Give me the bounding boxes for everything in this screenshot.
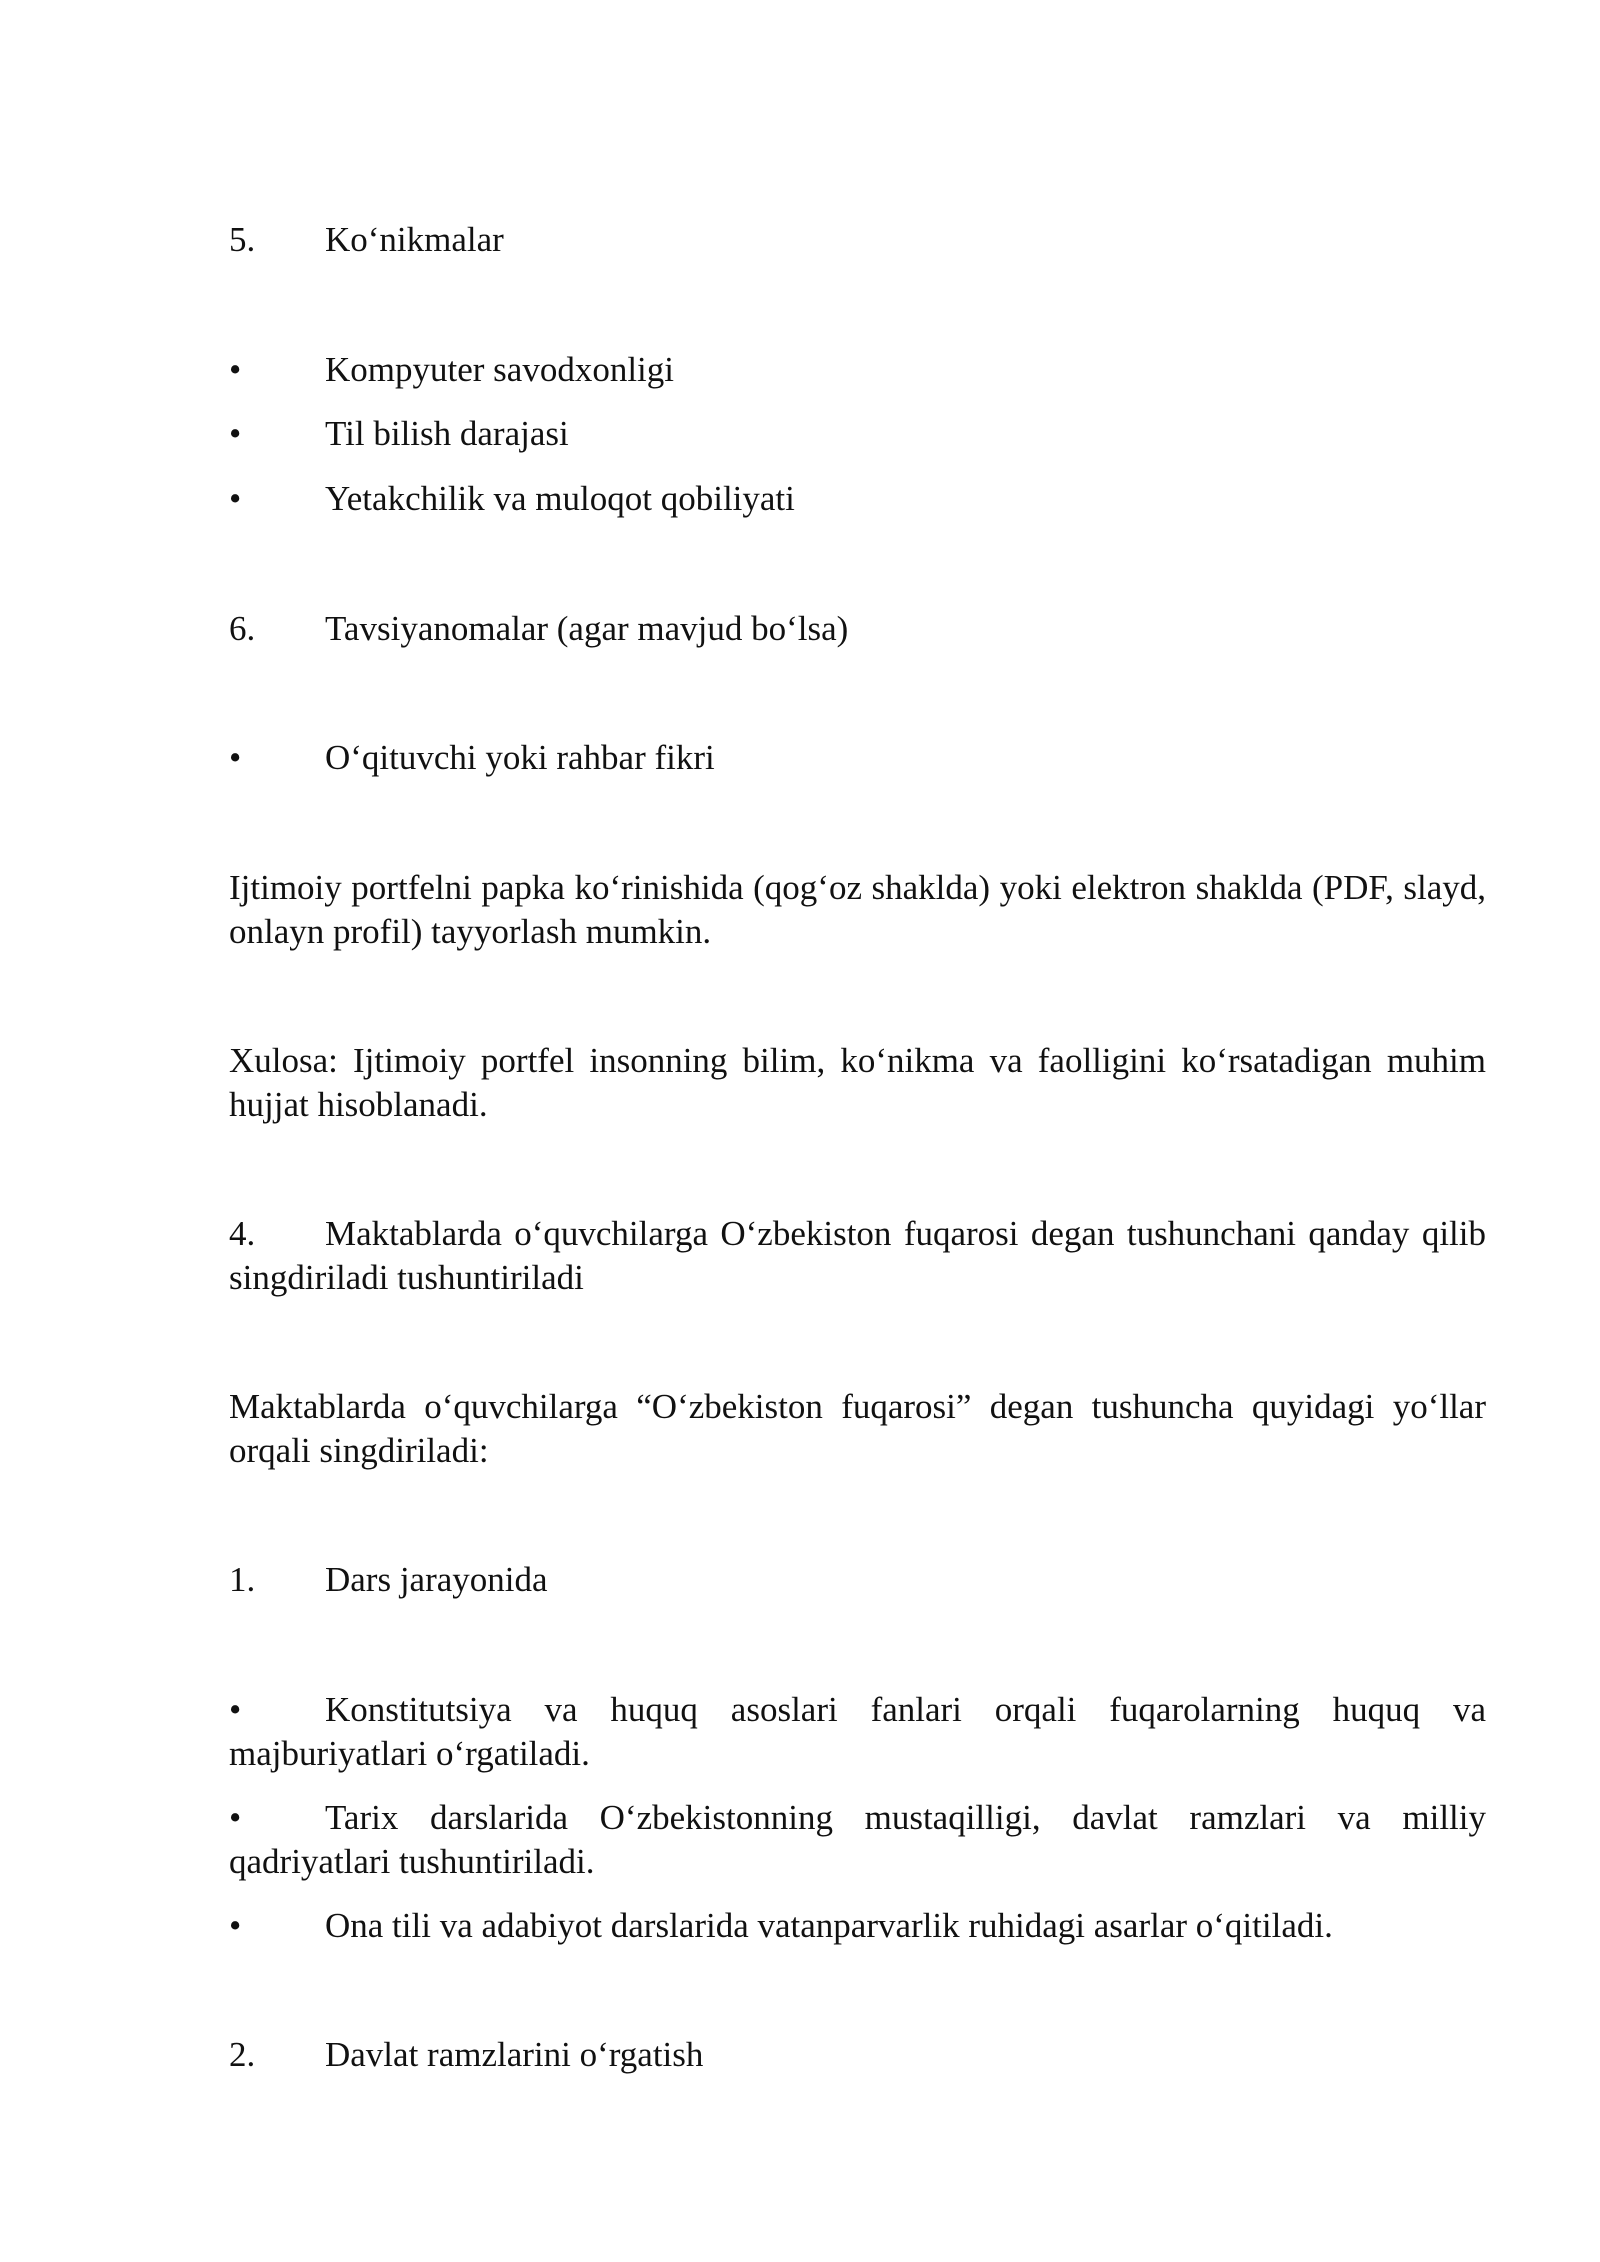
question-4 [229,1212,1486,1300]
list-item-text: Kompyuter savodxonligi [325,350,674,389]
paragraph-portfel-format: Ijtimoiy portfelni papka ko‘rinishida (qog‘oz shaklda) yoki elektron shaklda (PDF, slayd, onlayn profil) tayyorlash mumkin. [229,868,1486,951]
bullet-symbol: • [229,414,242,453]
list-item [229,1904,1486,1948]
paragraph-xulosa: Xulosa: Ijtimoiy portfel insonning bilim, ko‘nikma va faolligini ko‘rsatadigan muhim hujjat hisoblanadi. [229,1041,1486,1124]
bullet-symbol: • [229,350,242,389]
section-title: Ko‘nikmalar [325,220,504,259]
bullet-symbol: • [229,479,242,518]
list-item [229,1688,1486,1776]
section-title: Tavsiyanomalar (agar mavjud bo‘lsa) [325,609,849,648]
question-number: 4. [229,1214,256,1253]
list-item-text: O‘qituvchi yoki rahbar fikri [325,738,715,777]
bullet-symbol: • [229,1690,242,1729]
item-number: 1. [229,1560,256,1599]
list-item-text: Tarix darslarida O‘zbekistonning mustaqilligi, davlat ramzlari va milliy qadriyatlari tushuntiriladi. [229,1798,1486,1881]
item-title: Davlat ramzlarini o‘rgatish [325,2035,704,2074]
list-item-text: Til bilish darajasi [325,414,569,453]
bullet-symbol: • [229,738,242,777]
section-number: 6. [229,609,256,648]
list-item-text: Ona tili va adabiyot darslarida vatanparvarlik ruhidagi asarlar o‘qitiladi. [325,1906,1333,1945]
bullet-symbol: • [229,1906,242,1945]
section-number: 5. [229,220,256,259]
paragraph-intro: Maktablarda o‘quvchilarga “O‘zbekiston fuqarosi” degan tushuncha quyidagi yo‘llar orqali singdiriladi: [229,1387,1486,1470]
list-item-text: Konstitutsiya va huquq asoslari fanlari orqali fuqarolarning huquq va majburiyatlari o‘rgatiladi. [229,1690,1486,1773]
item-number: 2. [229,2035,256,2074]
list-item-text: Yetakchilik va muloqot qobiliyati [325,479,795,518]
item-title: Dars jarayonida [325,1560,548,1599]
bullet-symbol: • [229,1798,242,1837]
question-text: Maktablarda o‘quvchilarga O‘zbekiston fuqarosi degan tushunchani qanday qilib singdiriladi tushuntiriladi [229,1214,1486,1297]
list-item [229,1796,1486,1884]
